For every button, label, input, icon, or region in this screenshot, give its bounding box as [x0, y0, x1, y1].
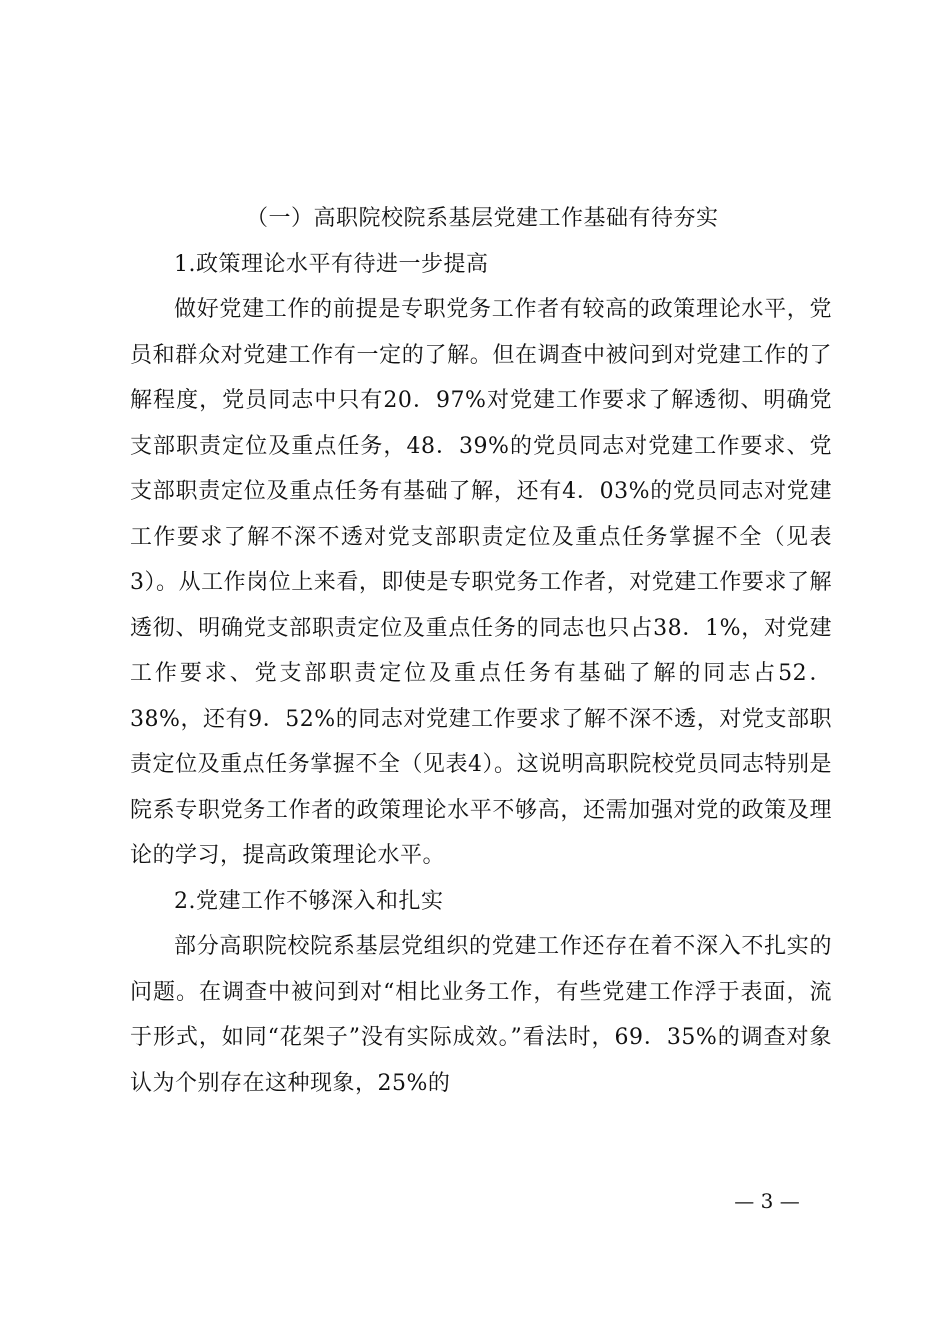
- paragraph-party-work-depth: 部分高职院校院系基层党组织的党建工作还存在着不深入不扎实的问题。在调查中被问到对“相比业务工作，有些党建工作浮于表面，流于形式，如同“花架子”没有实际成效。”看法时，69．35%的调查对象认为个别存在这种现象，25%的: [130, 934, 832, 1096]
- document-body: [130, 196, 832, 1106]
- subheading-policy-theory: 1.政策理论水平有待进一步提高: [174, 251, 489, 277]
- section-heading: （一）高职院校院系基层党建工作基础有待夯实: [246, 206, 719, 231]
- page-number: — 3 —: [734, 1189, 800, 1213]
- paragraph-policy-theory: 做好党建工作的前提是专职党务工作者有较高的政策理论水平，党员和群众对党建工作有一定的了解。但在调查中被问到对党建工作的了解程度，党员同志中只有20．97%对党建工作要求了解透彻、明确党支部职责定位及重点任务，48．39%的党员同志对党建工作要求、党支部职责定位及重点任务有基础了解，还有4．03%的党员同志对党建工作要求了解不深不透对党支部职责定位及重点任务掌握不全（见表3）。从工作岗位上来看，即使是专职党务工作者，对党建工作要求了解透彻、明确党支部职责定位及重点任务的同志也只占38．1%，对党建工作要求、党支部职责定位及重点任务有基础了解的同志占52．38%，还有9．52%的同志对党建工作要求了解不深不透，对党支部职责定位及重点任务掌握不全（见表4）。这说明高职院校党员同志特别是院系专职党务工作者的政策理论水平不够高，还需加强对党的政策及理论的学习，提高政策理论水平。: [130, 297, 832, 868]
- subheading-party-work-depth: 2.党建工作不够深入和扎实: [174, 888, 444, 914]
